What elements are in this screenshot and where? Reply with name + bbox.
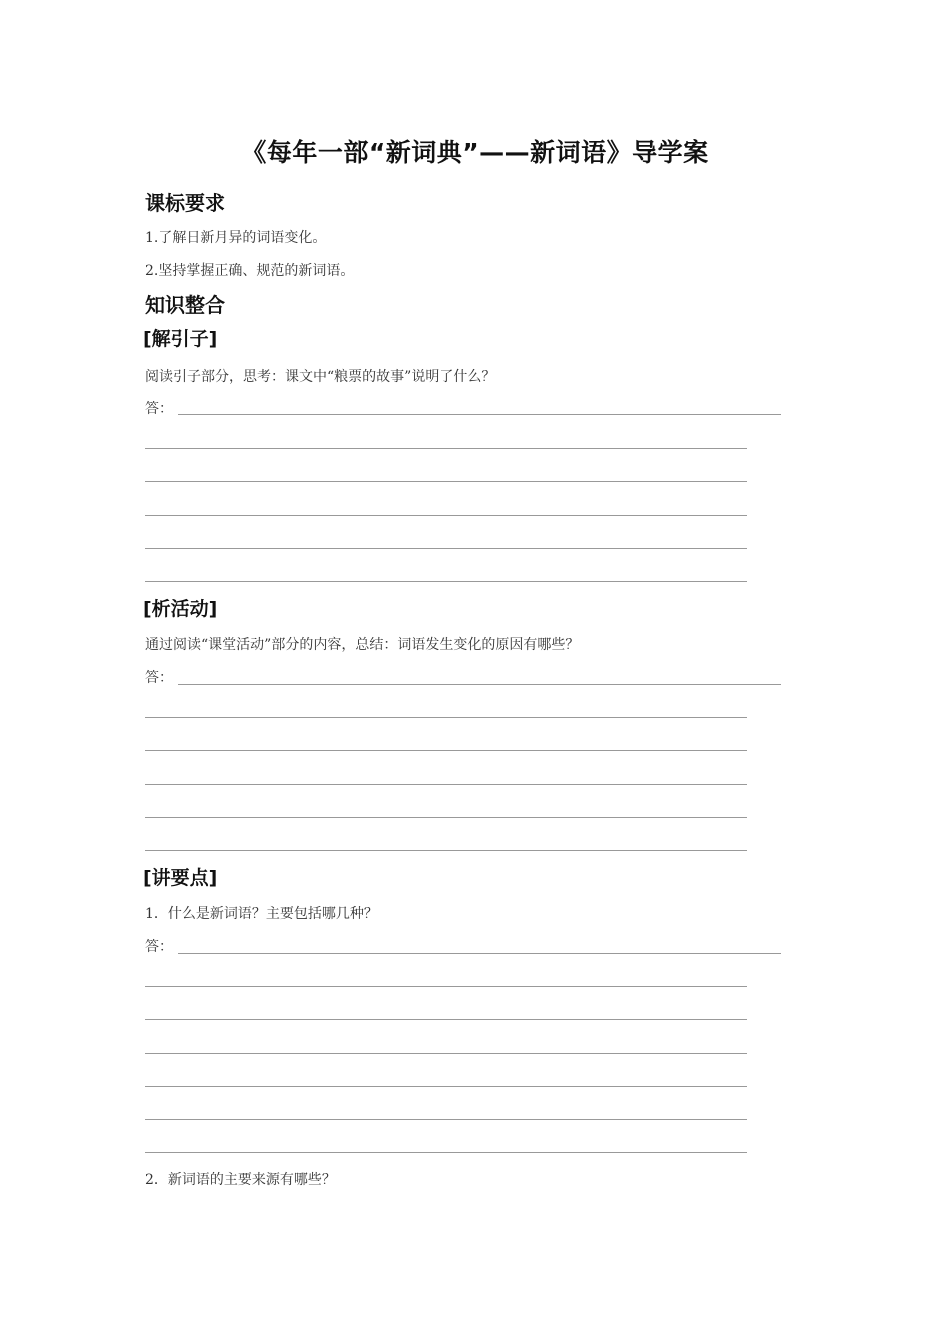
points-blank-line <box>145 1053 747 1054</box>
points-blank-line <box>145 1086 747 1087</box>
requirement-item-1: 1.了解日新月异的词语变化。 <box>145 230 327 246</box>
activity-blank-line <box>145 750 747 751</box>
subsection-heading-activity: [析活动] <box>143 598 218 620</box>
activity-blank-line <box>145 817 747 818</box>
page-title: 《每年一部“新词典”——新词语》导学案 <box>241 138 709 167</box>
activity-answer-label: 答： <box>145 670 173 686</box>
activity-blank-line <box>145 784 747 785</box>
intro-blank-line <box>145 548 747 549</box>
intro-answer-label: 答： <box>145 401 173 417</box>
activity-question: 通过阅读“课堂活动”部分的内容，总结：词语发生变化的原因有哪些？ <box>145 637 580 653</box>
section-heading-knowledge: 知识整合 <box>145 293 225 317</box>
subsection-heading-points: [讲要点] <box>143 867 218 889</box>
subsection-heading-intro: [解引子] <box>143 328 218 350</box>
points-blank-line <box>145 1019 747 1020</box>
intro-blank-line <box>145 515 747 516</box>
activity-blank-line <box>145 717 747 718</box>
points-question-2: 2．新词语的主要来源有哪些？ <box>145 1172 336 1188</box>
activity-answer-line <box>178 684 781 685</box>
intro-question: 阅读引子部分，思考：课文中“粮票的故事”说明了什么？ <box>145 369 496 385</box>
activity-blank-line <box>145 850 747 851</box>
intro-blank-line <box>145 581 747 582</box>
points-answer-line <box>178 953 781 954</box>
points-blank-line <box>145 1119 747 1120</box>
points-question-1: 1．什么是新词语？主要包括哪几种？ <box>145 906 378 922</box>
intro-blank-line <box>145 448 747 449</box>
intro-blank-line <box>145 481 747 482</box>
points-blank-line <box>145 1152 747 1153</box>
requirement-item-2: 2.坚持掌握正确、规范的新词语。 <box>145 263 355 279</box>
points-answer-label: 答： <box>145 939 173 955</box>
points-blank-line <box>145 986 747 987</box>
section-heading-requirements: 课标要求 <box>145 191 225 215</box>
intro-answer-line <box>178 414 781 415</box>
